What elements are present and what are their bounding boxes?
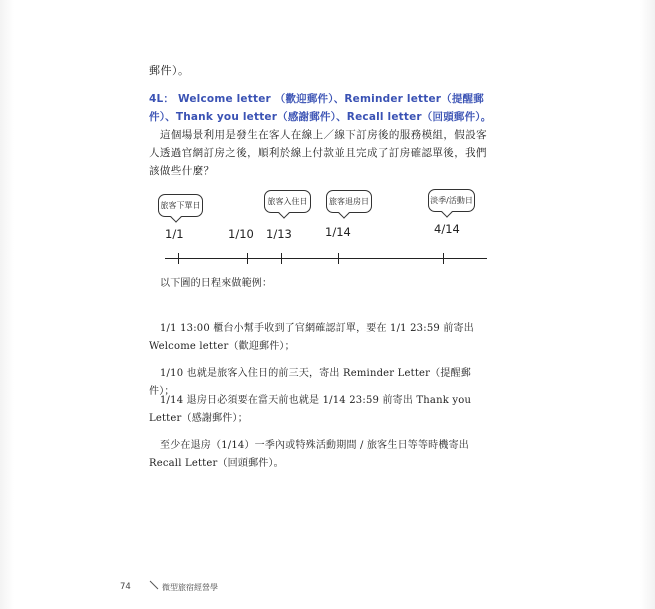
date-label: 1/13 — [266, 227, 292, 241]
schedule-item: 1/10 也就是旅客入住日的前三天，寄出 Reminder Letter（提醒郵件）； — [149, 368, 471, 397]
continued-text: 郵件）。 — [149, 64, 190, 77]
bubble-booking-day: 旅客下單日 — [158, 194, 203, 217]
date-label: 4/14 — [434, 222, 460, 236]
timeline-axis — [165, 258, 487, 259]
bubble-checkout-day: 旅客退房日 — [326, 190, 372, 213]
date-label: 1/14 — [325, 225, 351, 239]
schedule-intro: 以下圖的日程來做範例： — [160, 278, 273, 289]
schedule-item: 1/14 退房日必須要在當天前也就是 1/14 23:59 前寄出 Thank you Letter（感謝郵件）； — [149, 395, 472, 424]
section-heading: 4L： Welcome letter （歡迎郵件）、Reminder letter（提醒郵件）、Thank you letter（感謝郵件）、Recall letter（回頭郵件）。 — [149, 93, 492, 123]
schedule-item: 1/1 13:00 櫃台小幫手收到了官網確認訂單，要在 1/1 23:59 前寄出 Welcome letter（歡迎郵件）； — [149, 323, 474, 352]
bubble-checkin-day: 旅客入住日 — [264, 190, 311, 213]
book-title: 微型旅宿經營學 — [162, 583, 218, 592]
timeline-tick — [247, 253, 248, 264]
date-label: 1/1 — [165, 227, 184, 241]
bubble-offseason-day: 淡季/活動日 — [428, 189, 475, 212]
timeline-tick — [281, 253, 282, 264]
timeline-tick — [338, 253, 339, 264]
page-number: 74 — [120, 582, 131, 592]
date-label: 1/10 — [228, 227, 254, 241]
timeline-tick — [178, 253, 179, 264]
timeline-tick — [443, 253, 444, 264]
intro-paragraph: 這個場景利用是發生在客人在線上／線下訂房後的服務模組，假設客人透過官網訂房之後，順利於線上付款並且完成了訂房確認單後，我們該做些什麼？ — [149, 129, 487, 177]
schedule-item: 至少在退房（1/14）一季內或特殊活動期間 / 旅客生日等等時機寄出 Recall Letter（回頭郵件）。 — [149, 440, 469, 469]
footer-slash-icon — [149, 580, 159, 590]
